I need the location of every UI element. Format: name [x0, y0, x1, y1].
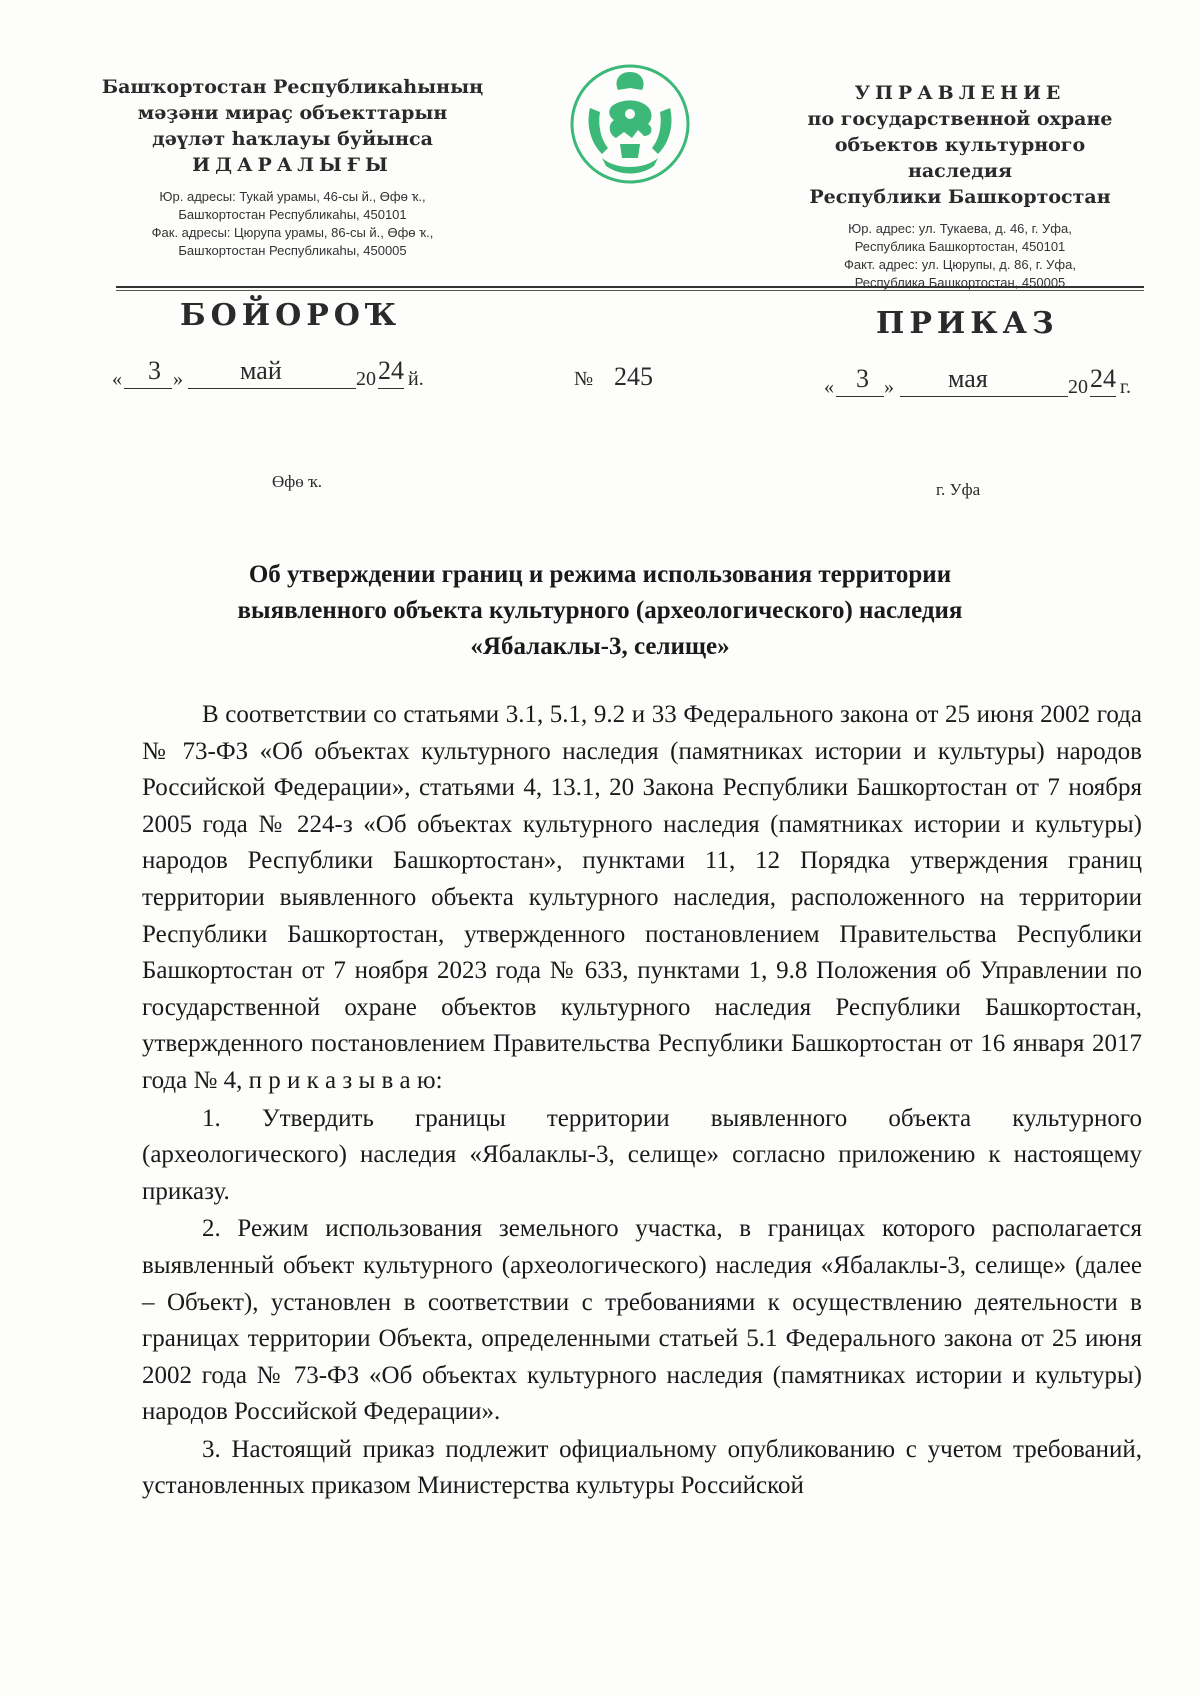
org-name-ru	[790, 80, 1130, 210]
date-day-line	[836, 396, 884, 397]
clause-2: 2. Режим использования земельного участка, в границах которого располагается выявленный объект культурного (археологического) наследия «Ябалаклы-3, селище» (далее – Объект), установлен в соответствии с требованиями к осуществлению деятельности в границах территории Объекта, определенными статьей 5.1 Федерального закона от 25 июня 2002 года № 73-ФЗ «Об объектах культурного наследия (памятниках истории и культуры) народов Российской Федерации».	[142, 1215, 1142, 1426]
address-line: Башҡортостан Республикаһы, 450005	[178, 243, 407, 258]
address-line: Республика Башкортостан, 450101	[854, 239, 1066, 254]
preamble-paragraph: В соответствии со статьями 3.1, 5.1, 9.2 и 33 Федерального закона от 25 июня 2002 года № 73-ФЗ «Об объектах культурного наследия (памятниках истории и культуры) народов Российской Федерации», статьями 4, 13.1, 20 Закона Республики Башкортостан от 7 ноября 2005 года № 224-з «Об объектах культурного наследия (памятниках истории и культуры) народов Республики Башкортостан», пунктами 11, 12 Порядка утверждения границ территории выявленного объекта культурного наследия, расположенного на территории Республики Башкортостан, утвержденного постановлением Правительства Республики Башкортостан от 7 ноября 2023 года № 633, пунктами 1, 9.8 Положения об Управлении по государственной охране объектов культурного наследия Республики Башкортостан, утвержденного постановлением Правительства Республики Башкортостан от 16 января 2017 года № 4, п р и к а з ы в а ю:	[142, 701, 1142, 1094]
date-year-line	[378, 388, 404, 389]
title-line: выявленного объекта культурного (археологического) наследия	[237, 597, 963, 624]
org-line: Республики Башкортостан	[809, 186, 1111, 208]
address-line: Факт. адрес: ул. Цюрупы, д. 86, г. Уфа,	[844, 257, 1076, 272]
date-year-line	[1090, 396, 1116, 397]
bashkortostan-emblem-icon	[568, 62, 692, 186]
header-left	[100, 74, 485, 260]
date-day-line	[124, 388, 172, 389]
header-divider	[116, 286, 1144, 288]
date-month-line	[900, 396, 1068, 397]
address-ru	[790, 220, 1130, 292]
date-year-prefix: 20	[1068, 376, 1088, 398]
date-year-prefix: 20	[356, 368, 376, 390]
org-line: дәүләт һаҡлауы буйынса	[152, 128, 433, 150]
date-unit: й.	[408, 368, 424, 390]
header-divider-thin	[116, 290, 1144, 291]
org-line: мәҙәни мираҫ объекттарын	[137, 102, 448, 124]
number-sign: №	[574, 368, 594, 390]
date-year-suffix: 24	[1090, 364, 1116, 393]
address-line: Башҡортостан Республикаһы, 450101	[178, 207, 407, 222]
address-line: Фак. адресы: Цюрупа урамы, 86-сы й., Өфө ҡ.,	[151, 225, 434, 240]
date-close-quote: »	[173, 368, 183, 390]
number-value: 245	[614, 362, 653, 391]
org-name-ba	[100, 74, 485, 178]
doc-type-ba: БОЙОРОҠ	[180, 298, 402, 333]
city-ru: г. Уфа	[936, 480, 981, 499]
date-month: май	[240, 356, 282, 385]
date-day: 3	[856, 364, 869, 393]
org-line: УПРАВЛЕНИЕ	[854, 82, 1066, 104]
clause-1: 1. Утвердить границы территории выявленного объекта культурного (археологического) наследия «Ябалаклы-3, селище» согласно приложению к настоящему приказу.	[142, 1104, 1142, 1205]
city-ba: Өфө ҡ.	[272, 472, 323, 491]
address-ba	[100, 188, 485, 260]
title-line: Об утверждении границ и режима использования территории	[248, 561, 952, 588]
date-year-suffix: 24	[378, 356, 404, 385]
document-title	[160, 557, 1040, 665]
document-body	[142, 697, 1142, 1505]
date-month: мая	[948, 364, 988, 393]
date-day: 3	[148, 356, 161, 385]
org-line: Башҡортостан Республикаһының	[101, 76, 484, 98]
doc-type-ru: ПРИКАЗ	[876, 306, 1059, 341]
date-close-quote: »	[884, 376, 894, 398]
date-month-line	[188, 388, 356, 389]
org-line: объектов культурного наследия	[834, 134, 1086, 182]
date-unit: г.	[1120, 376, 1131, 398]
org-line: ИДАРАЛЫҒЫ	[192, 154, 393, 176]
address-line: Юр. адрес: ул. Тукаева, д. 46, г. Уфа,	[848, 221, 1072, 236]
header-right	[790, 80, 1130, 292]
address-line: Республика Башкортостан, 450005	[854, 275, 1066, 290]
title-line: «Ябалаклы-3, селище»	[470, 633, 730, 660]
clause-3: 3. Настоящий приказ подлежит официальному опубликованию с учетом требований, установленных приказом Министерства культуры Российской	[142, 1435, 1142, 1500]
date-open-quote: «	[112, 368, 122, 390]
org-line: по государственной охране	[807, 108, 1113, 130]
date-open-quote: «	[824, 376, 834, 398]
address-line: Юр. адресы: Тукай урамы, 46-сы й., Өфө ҡ.,	[159, 189, 426, 204]
